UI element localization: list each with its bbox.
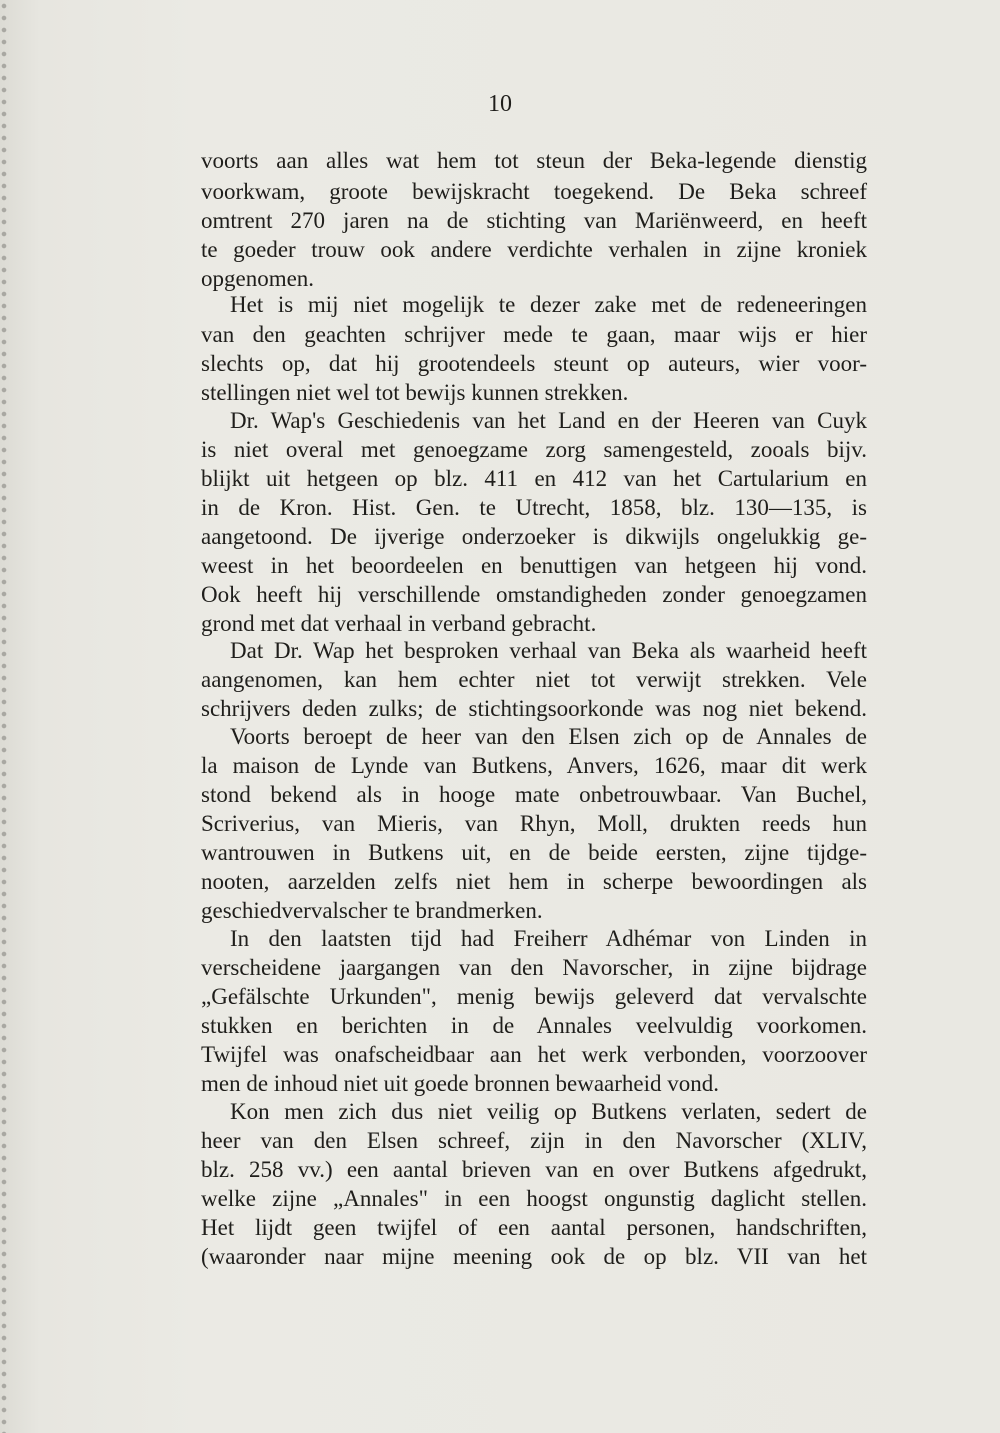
- text-line: te goeder trouw ook andere verdichte verhalen in zijne kroniek: [201, 237, 867, 262]
- text-line: geschiedvervalscher te brandmerken.: [201, 898, 543, 923]
- text-line: slechts op, dat hij grootendeels steunt op auteurs, wier voor-: [201, 351, 867, 376]
- text-line: voorts aan alles wat hem tot steun der Beka-legende dienstig: [201, 148, 867, 173]
- text-line: Ook heeft hij verschillende omstandigheden zonder genoegzamen: [201, 582, 867, 607]
- text-line: aangetoond. De ijverige onderzoeker is dikwijls ongelukkig ge-: [201, 524, 867, 549]
- page-number: 10: [488, 91, 512, 117]
- text-line: verscheidene jaargangen van den Navorscher, in zijne bijdrage: [201, 955, 867, 980]
- text-line: Scriverius, van Mieris, van Rhyn, Moll, drukten reeds hun: [201, 811, 867, 836]
- perforated-margin: [0, 0, 10, 1433]
- text-line: weest in het beoordeelen en benuttigen van hetgeen hij vond.: [201, 553, 867, 578]
- text-line: Kon men zich dus niet veilig op Butkens verlaten, sedert de: [230, 1099, 867, 1124]
- text-line: van den geachten schrijver mede te gaan, maar wijs er hier: [201, 322, 867, 347]
- text-line: Dat Dr. Wap het besproken verhaal van Beka als waarheid heeft: [230, 638, 867, 663]
- text-line: schrijvers deden zulks; de stichtingsoorkonde was nog niet bekend.: [201, 696, 867, 721]
- text-line: heer van den Elsen schreef, zijn in den Navorscher (XLIV,: [201, 1128, 867, 1153]
- text-line: la maison de Lynde van Butkens, Anvers, 1626, maar dit werk: [201, 753, 867, 778]
- text-line: stond bekend als in hooge mate onbetrouwbaar. Van Buchel,: [201, 782, 867, 807]
- text-line: (waaronder naar mijne meening ook de op blz. VII van het: [201, 1244, 867, 1269]
- text-line: opgenomen.: [201, 266, 315, 291]
- text-line: in de Kron. Hist. Gen. te Utrecht, 1858, blz. 130—135, is: [201, 495, 867, 520]
- text-line: welke zijne „Annales" in een hoogst ongunstig daglicht stellen.: [201, 1186, 867, 1211]
- text-line: stellingen niet wel tot bewijs kunnen strekken.: [201, 380, 629, 405]
- text-line: Het is mij niet mogelijk te dezer zake met de redeneeringen: [230, 292, 867, 317]
- text-line: Voorts beroept de heer van den Elsen zich op de Annales de: [230, 724, 867, 749]
- text-line: is niet overal met genoegzame zorg samengesteld, zooals bijv.: [201, 437, 867, 462]
- text-line: blz. 258 vv.) een aantal brieven van en over Butkens afgedrukt,: [201, 1157, 867, 1182]
- text-line: nooten, aarzelden zelfs niet hem in scherpe bewoordingen als: [201, 869, 867, 894]
- text-line: blijkt uit hetgeen op blz. 411 en 412 van het Cartularium en: [201, 466, 867, 491]
- text-line: grond met dat verhaal in verband gebracht.: [201, 611, 597, 636]
- text-line: Twijfel was onafscheidbaar aan het werk verbonden, voorzoover: [201, 1042, 867, 1067]
- text-line: Dr. Wap's Geschiedenis van het Land en der Heeren van Cuyk: [230, 408, 867, 433]
- text-line: „Gefälschte Urkunden", menig bewijs geleverd dat vervalschte: [201, 984, 867, 1009]
- text-line: Het lijdt geen twijfel of een aantal personen, handschriften,: [201, 1215, 867, 1240]
- text-line: men de inhoud niet uit goede bronnen bewaarheid vond.: [201, 1071, 719, 1096]
- text-line: wantrouwen in Butkens uit, en de beide eersten, zijne tijdge-: [201, 840, 867, 865]
- text-line: stukken en berichten in de Annales veelvuldig voorkomen.: [201, 1013, 867, 1038]
- text-line: voorkwam, groote bewijskracht toegekend. De Beka schreef: [201, 179, 867, 204]
- text-line: aangenomen, kan hem echter niet tot verwijt strekken. Vele: [201, 667, 867, 692]
- text-line: omtrent 270 jaren na de stichting van Mariënweerd, en heeft: [201, 208, 867, 233]
- text-line: In den laatsten tijd had Freiherr Adhémar von Linden in: [230, 926, 867, 951]
